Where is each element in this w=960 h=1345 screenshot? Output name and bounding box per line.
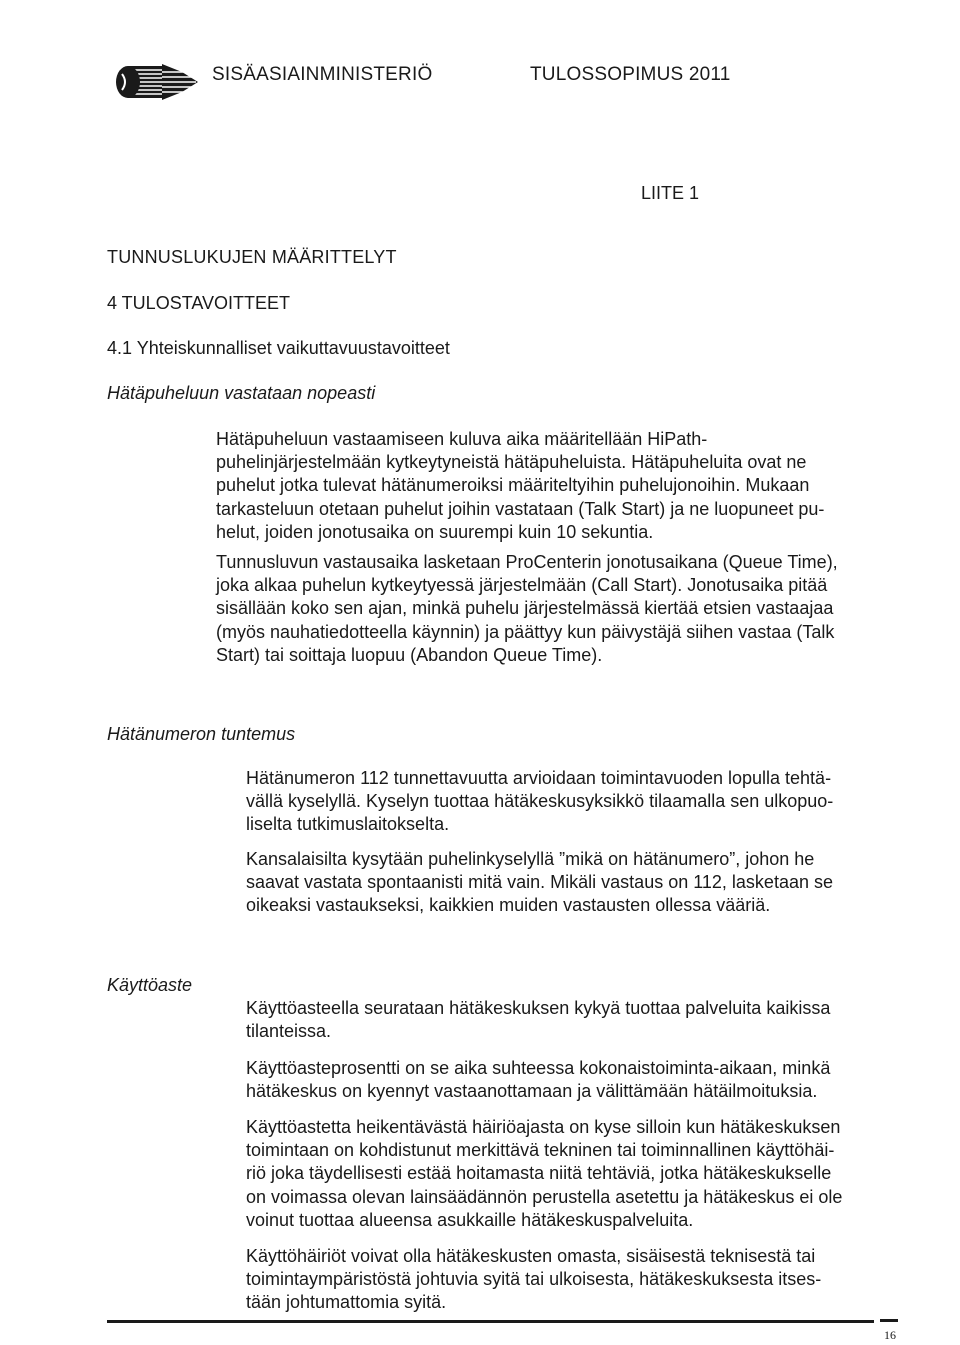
document-title: TULOSSOPIMUS 2011 <box>530 64 731 85</box>
paragraph <box>246 997 906 1043</box>
text-line: sisällään koko sen ajan, minkä puhelu järjestelmässä kiertää etsien vastaajaa <box>216 598 834 619</box>
text-line: on voimassa olevan lainsäädännön perustella asetettu ja hätäkeskus ei ole <box>246 1186 843 1207</box>
text-line: tilanteissa. <box>246 1021 332 1042</box>
paragraph <box>246 1116 906 1232</box>
text-line: helut, joiden jonotusaika on suurempi kuin 10 sekuntia. <box>216 521 654 542</box>
text-line: toimintaympäristöstä johtuvia syitä tai ulkoisesta, hätäkeskuksesta itses- <box>246 1269 822 1290</box>
ministry-emblem-icon <box>110 58 198 106</box>
paragraph <box>246 1245 906 1315</box>
paragraph <box>216 428 916 544</box>
footer-divider <box>107 1320 874 1323</box>
heading-subsection: 4.1 Yhteiskunnalliset vaikuttavuustavoitteet <box>107 338 450 358</box>
text-line: riö joka täydellisesti estää hoitamasta niitä tehtäviä, jotka hätäkeskukselle <box>246 1163 832 1184</box>
text-line: joka alkaa puhelun kytkeytyessä järjestelmään (Call Start). Jonotusaika pitää <box>216 575 828 596</box>
subheading-emergency-number-awareness: Hätänumeron tuntemus <box>107 724 296 744</box>
paragraph <box>216 551 916 667</box>
heading-main: TUNNUSLUKUJEN MÄÄRITTELYT <box>107 247 397 267</box>
subheading-emergency-call-response: Hätäpuheluun vastataan nopeasti <box>107 383 376 403</box>
text-line: puhelinjärjestelmään kytkeytyneistä hätäpuheluista. Hätäpuheluita ovat ne <box>216 452 807 473</box>
text-line: Hätäpuheluun vastaamiseen kuluva aika määritellään HiPath- <box>216 429 708 449</box>
text-line: vällä kyselyllä. Kyselyn tuottaa hätäkeskusyksikkö tilaamalla sen ulkopuo- <box>246 791 834 812</box>
text-line: tään johtumattomia syitä. <box>246 1292 447 1313</box>
text-line: Tunnusluvun vastausaika lasketaan ProCenterin jonotusaikana (Queue Time), <box>216 552 838 572</box>
text-line: Käyttöasteprosentti on se aika suhteessa kokonaistoiminta-aikaan, minkä <box>246 1058 831 1078</box>
text-line: liselta tutkimuslaitokselta. <box>246 814 450 835</box>
text-line: voinut tuottaa alueensa asukkaille hätäkeskuspalveluita. <box>246 1209 694 1230</box>
text-line: hätäkeskus on kyennyt vastaanottamaan ja välittämään hätäilmoituksia. <box>246 1081 818 1102</box>
subheading-availability-rate: Käyttöaste <box>107 975 193 995</box>
text-line: Käyttöastetta heikentävästä häiriöajasta on kyse silloin kun hätäkeskuksen <box>246 1117 841 1137</box>
text-line: (myös nauhatiedotteella käynnin) ja päättyy kun päivystäjä siihen vastaa (Talk <box>216 621 835 642</box>
text-line: Kansalaisilta kysytään puhelinkyselyllä ”mikä on hätänumero”, johon he <box>246 849 815 869</box>
text-line: tarkasteluun otetaan puhelut joihin vastataan (Talk Start) ja ne luopuneet pu- <box>216 498 825 519</box>
paragraph <box>246 767 906 837</box>
text-line: Start) tai soittaja luopuu (Abandon Queue Time). <box>216 644 603 665</box>
text-line: Hätänumeron 112 tunnettavuutta arvioidaan toimintavuoden lopulla tehtä- <box>246 768 832 788</box>
page-number: 16 <box>884 1328 896 1342</box>
heading-section: 4 TULOSTAVOITTEET <box>107 293 291 313</box>
text-line: oikeaksi vastaukseksi, kaikkien muiden vastausten ollessa vääriä. <box>246 895 771 916</box>
ministry-name: SISÄASIAINMINISTERIÖ <box>212 64 433 85</box>
text-line: toimintaan on kohdistunut merkittävä tekninen tai toiminnallinen käyttöhäi- <box>246 1140 835 1161</box>
text-line: Käyttöasteella seurataan hätäkeskuksen kykyä tuottaa palveluita kaikissa <box>246 998 831 1018</box>
appendix-label: LIITE 1 <box>641 183 700 203</box>
paragraph <box>246 1057 906 1103</box>
text-line: saavat vastata spontaanisti mitä vain. Mikäli vastaus on 112, lasketaan se <box>246 872 833 893</box>
paragraph <box>246 848 906 918</box>
text-line: puhelut jotka tulevat hätänumeroiksi määriteltyihin puhelujonoihin. Mukaan <box>216 475 810 496</box>
text-line: Käyttöhäiriöt voivat olla hätäkeskusten omasta, sisäisestä teknisestä tai <box>246 1246 816 1266</box>
footer-divider-mark <box>880 1319 898 1322</box>
